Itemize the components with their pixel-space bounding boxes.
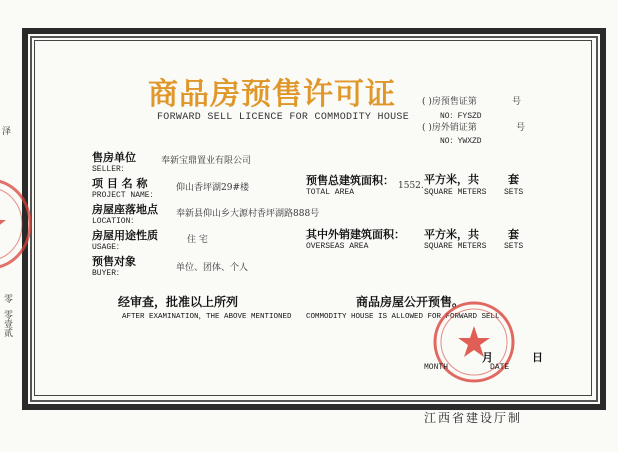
overseas-area-label: 其中外销建筑面积： <box>306 228 405 241</box>
overseas-area-label-en: OVERSEAS AREA <box>306 242 369 251</box>
issuing-authority: 江西省建设厅制 <box>424 411 523 425</box>
overseas-sets-label: 套 <box>508 228 519 241</box>
usage-label: 房屋用途性质 <box>92 229 158 242</box>
edge-text-top: 泽 <box>2 127 12 137</box>
total-area-unit-en: SQUARE METERS <box>424 188 487 197</box>
buyer-value: 单位、团体、个人 <box>176 263 249 273</box>
overseas-cert-no: NO：YWXZD <box>440 137 482 146</box>
certificate-title: 商品房预售许可证 <box>148 77 396 112</box>
seller-label-en: SELLER： <box>92 165 129 174</box>
allowed-text-en: COMMODITY HOUSE IS ALLOWED FOR FORWARD SELL <box>306 313 500 321</box>
location-label-en: LOCATION： <box>92 217 139 226</box>
date-label-en: DATE <box>490 363 510 372</box>
total-sets-label-en: SETS <box>504 188 524 197</box>
month-label-en: MONTH <box>424 363 449 372</box>
usage-label-en: USAGE： <box>92 243 125 252</box>
total-sets-label: 套 <box>508 173 519 186</box>
location-label: 房屋座落地点 <box>92 203 158 216</box>
total-area-label: 预售总建筑面积： <box>306 174 394 187</box>
approval-text-en: AFTER EXAMINATION，THE ABOVE MENTIONED <box>122 313 292 321</box>
total-area-unit: 平方米，共 <box>424 173 479 186</box>
presale-cert-num-mark: 号 <box>512 97 522 107</box>
project-value: 仰山香坪湖29#楼 <box>176 183 249 193</box>
overseas-area-unit-en: SQUARE METERS <box>424 242 487 251</box>
overseas-cert-label: ( )房外销证第 <box>422 123 477 133</box>
left-partial-seal <box>0 178 34 270</box>
seller-label: 售房单位 <box>92 151 136 164</box>
presale-cert-label: ( )房预售证第 <box>422 97 477 107</box>
edge-text-bottom: 零壹贰 <box>2 310 12 337</box>
project-label: 项 目 名 称 <box>92 177 148 190</box>
edge-text-mid: 零 <box>4 295 14 305</box>
overseas-cert-num-mark: 号 <box>516 123 526 133</box>
allowed-text: 商品房屋公开预售。 <box>356 295 465 309</box>
overseas-area-unit: 平方米，共 <box>424 228 479 241</box>
buyer-label: 预售对象 <box>92 255 136 268</box>
overseas-sets-label-en: SETS <box>504 242 524 251</box>
approval-text: 经审查，批准以上所列 <box>118 295 239 309</box>
buyer-label-en: BUYER： <box>92 269 125 278</box>
day-label: 日 <box>532 351 543 364</box>
seller-value: 奉新宝鼎置业有限公司 <box>161 156 252 166</box>
location-value: 奉新县仰山乡大源村香坪湖路888号 <box>176 209 320 219</box>
project-label-en: PROJECT NAME： <box>92 191 158 200</box>
total-area-label-en: TOTAL AREA <box>306 188 355 197</box>
certificate-title-en: FORWARD SELL LICENCE FOR COMMODITY HOUSE <box>157 112 410 123</box>
usage-value: 住 宅 <box>187 235 208 245</box>
total-area-value: 1552. <box>398 181 424 191</box>
month-label: 月 <box>482 351 493 364</box>
presale-cert-no: NO：FYSZD <box>440 112 482 121</box>
